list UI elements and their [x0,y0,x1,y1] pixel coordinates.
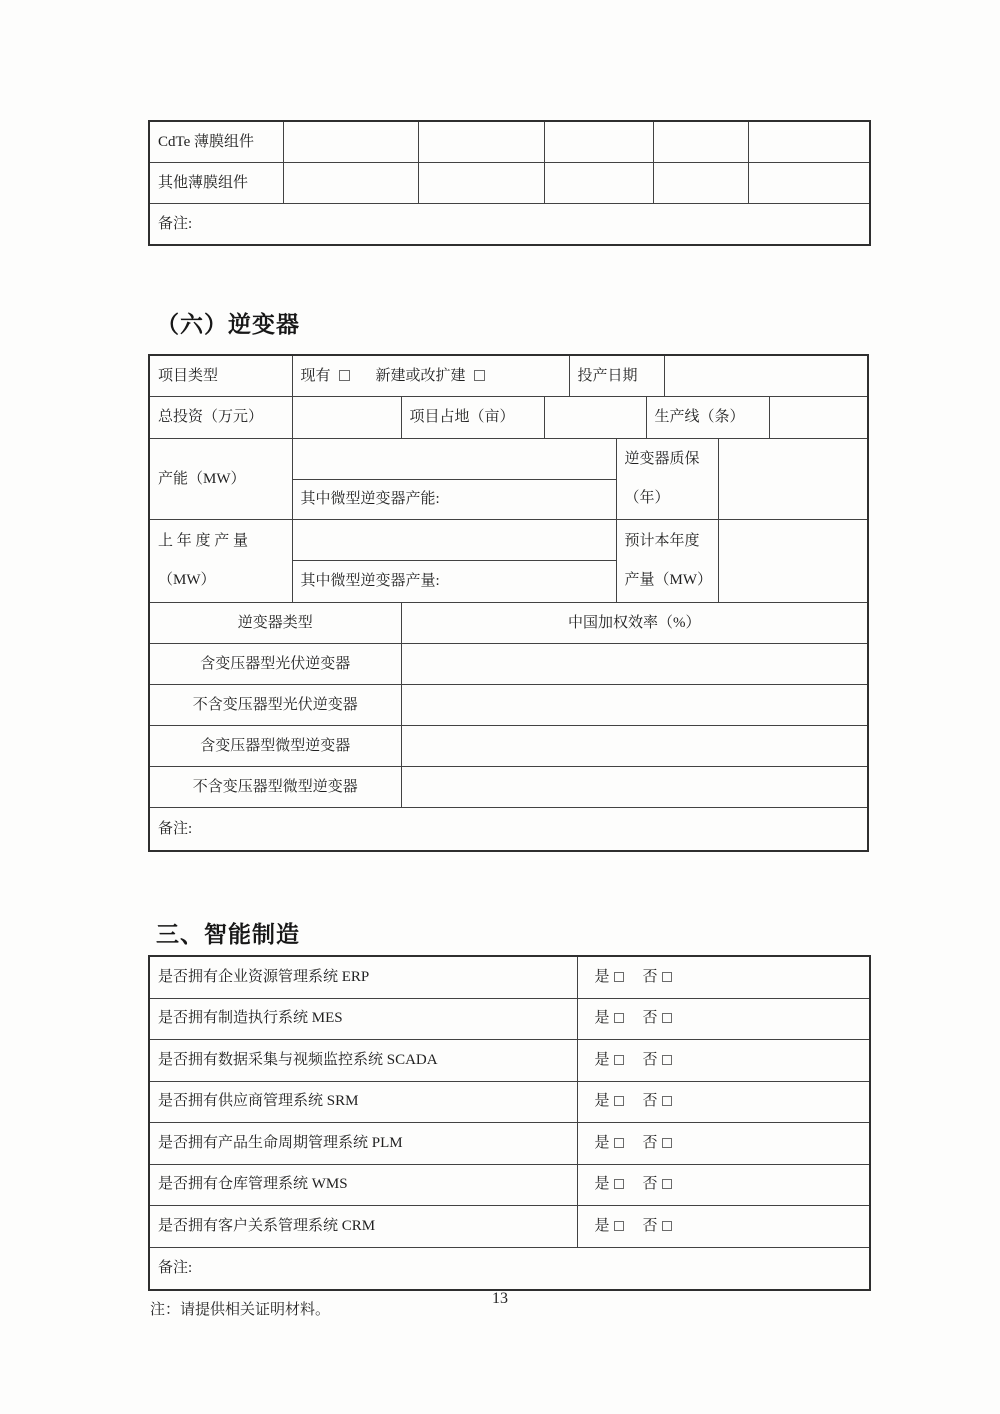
yes-no-cell [577,1206,870,1248]
table-row [149,644,868,685]
no-label: 否 [642,1093,658,1110]
question-label: 是否拥有供应商管理系统 SRM [149,1081,577,1123]
project-type-options-cell [292,355,569,397]
yes-no-cell [577,1123,870,1165]
warranty-label [616,439,718,520]
question-label: 是否拥有产品生命周期管理系统 PLM [149,1123,577,1165]
yes-checkbox [614,1055,624,1065]
table-row [149,603,868,644]
table-row [149,1123,870,1165]
no-checkbox [662,1221,672,1231]
question-label: 是否拥有制造执行系统 MES [149,998,577,1040]
empty-input-cell [401,685,868,726]
table-row [149,520,868,561]
efficiency-header: 中国加权效率（%） [401,603,868,644]
last-year-output-line2: （MW） [158,572,216,588]
table-row [149,808,868,852]
empty-input-cell [283,163,418,204]
last-year-output-label [149,520,292,603]
yes-no-cell [577,1081,870,1123]
no-label: 否 [642,1051,658,1068]
table-row [149,121,870,163]
new-or-expand-checkbox [474,370,485,381]
yes-label: 是 [594,968,610,985]
inverter-type-row-label: 不含变压器型微型逆变器 [149,767,401,808]
empty-input-cell [718,520,868,603]
section-heading-smart-manufacturing: 三、智能制造 [156,921,300,947]
section-heading-inverter: （六）逆变器 [156,312,300,337]
yes-no-cell [577,1040,870,1082]
thin-film-module-table [148,120,871,246]
table-row [149,767,868,808]
other-module-label: 其他薄膜组件 [149,163,283,204]
table-row [149,685,868,726]
production-date-label: 投产日期 [569,355,664,397]
smart-manufacturing-table [148,955,871,1291]
no-checkbox [662,1055,672,1065]
cdte-module-label: CdTe 薄膜组件 [149,121,283,163]
empty-input-cell [748,121,870,163]
empty-input-cell [718,439,868,520]
empty-input-cell [418,163,544,204]
footnote: 注：请提供相关证明材料。 [150,1301,331,1318]
existing-checkbox [339,370,350,381]
empty-input-cell [653,121,748,163]
empty-input-cell [283,121,418,163]
last-year-output-line1: 上 年 度 产 量 [158,533,249,549]
empty-input-cell [401,767,868,808]
no-checkbox [662,972,672,982]
remark-label: 备注: [149,808,868,852]
no-label: 否 [642,1134,658,1151]
page-content [148,120,869,1320]
yes-checkbox [614,1096,624,1106]
yes-label: 是 [594,1217,610,1234]
question-label: 是否拥有数据采集与视频监控系统 SCADA [149,1040,577,1082]
empty-input-cell [292,439,616,480]
question-label: 是否拥有仓库管理系统 WMS [149,1164,577,1206]
inverter-type-row-label: 不含变压器型光伏逆变器 [149,685,401,726]
yes-label: 是 [594,1093,610,1110]
yes-checkbox [614,1179,624,1189]
capacity-label: 产能（MW） [149,439,292,520]
no-label: 否 [642,968,658,985]
table-row [149,726,868,767]
table-row [149,355,868,397]
table-row [149,1081,870,1123]
forecast-output-line1: 预计本年度 [624,533,700,549]
empty-input-cell [418,121,544,163]
land-label: 项目占地（亩） [401,397,544,439]
micro-capacity-label: 其中微型逆变器产能: [292,480,616,520]
project-type-label: 项目类型 [149,355,292,397]
remark-label: 备注: [149,1247,870,1290]
option-new-label: 新建或改扩建 [375,367,466,384]
no-checkbox [662,1179,672,1189]
yes-label: 是 [594,1010,610,1027]
empty-input-cell [769,397,868,439]
empty-input-cell [292,520,616,561]
inverter-type-header: 逆变器类型 [149,603,401,644]
empty-input-cell [401,726,868,767]
table-row [149,1247,870,1290]
empty-input-cell [544,163,653,204]
empty-input-cell [292,397,401,439]
production-lines-label: 生产线（条） [646,397,769,439]
question-label: 是否拥有客户关系管理系统 CRM [149,1206,577,1248]
yes-no-cell [577,956,870,998]
yes-checkbox [614,1221,624,1231]
yes-label: 是 [594,1176,610,1193]
table-row [149,1206,870,1248]
empty-input-cell [401,644,868,685]
forecast-output-label [616,520,718,603]
table-row [149,1164,870,1206]
empty-input-cell [544,121,653,163]
question-label: 是否拥有企业资源管理系统 ERP [149,956,577,998]
warranty-label-line2: （年） [624,490,670,506]
inverter-type-row-label: 含变压器型微型逆变器 [149,726,401,767]
total-investment-label: 总投资（万元） [149,397,292,439]
table-row [149,998,870,1040]
yes-no-cell [577,1164,870,1206]
yes-checkbox [614,972,624,982]
yes-label: 是 [594,1051,610,1068]
yes-no-cell [577,998,870,1040]
table-row [149,439,868,480]
no-checkbox [662,1096,672,1106]
no-checkbox [662,1013,672,1023]
warranty-label-line1: 逆变器质保 [624,451,700,467]
empty-input-cell [544,397,646,439]
yes-checkbox [614,1138,624,1148]
remark-label: 备注: [149,204,870,246]
yes-checkbox [614,1013,624,1023]
no-label: 否 [642,1176,658,1193]
empty-input-cell [748,163,870,204]
empty-input-cell [653,163,748,204]
table-row [149,397,868,439]
no-checkbox [662,1138,672,1148]
empty-input-cell [664,355,868,397]
no-label: 否 [642,1010,658,1027]
page-number: 13 [492,1290,508,1307]
table-row [149,1040,870,1082]
yes-label: 是 [594,1134,610,1151]
option-existing-label: 现有 [300,367,331,384]
table-row [149,163,870,204]
forecast-output-line2: 产量（MW） [624,572,712,588]
table-row [149,956,870,998]
table-row [149,204,870,246]
inverter-table [148,354,869,852]
no-label: 否 [642,1217,658,1234]
inverter-type-row-label: 含变压器型光伏逆变器 [149,644,401,685]
micro-output-label: 其中微型逆变器产量: [292,561,616,603]
